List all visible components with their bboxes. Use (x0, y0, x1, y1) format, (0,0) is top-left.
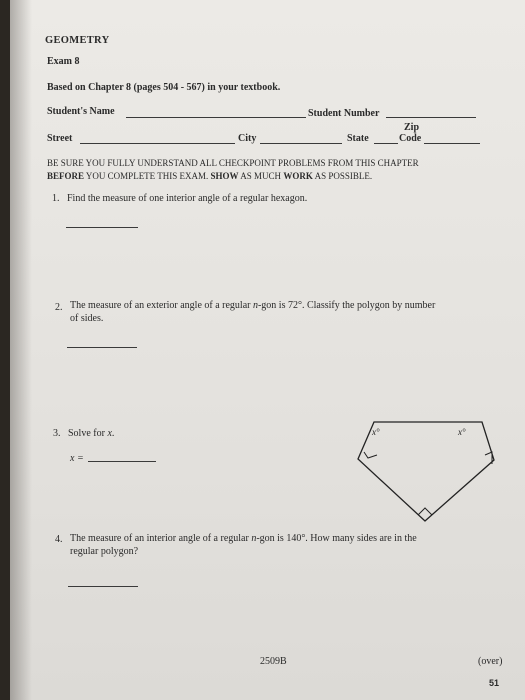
student-name-label: Student's Name (47, 106, 115, 117)
question-1-number: 1. (52, 193, 60, 204)
angle-label-right: x° (458, 427, 466, 437)
street-field[interactable] (80, 143, 235, 144)
right-angle-left (364, 452, 377, 458)
question-3-number: 3. (53, 428, 61, 439)
question-2-number: 2. (55, 302, 63, 313)
student-number-field[interactable] (386, 117, 476, 118)
instructions-line1: BE SURE YOU FULLY UNDERSTAND ALL CHECKPOINT PROBLEMS FROM THIS CHAPTER (47, 158, 419, 168)
city-label: City (238, 133, 257, 144)
question-4-answer-line[interactable] (68, 586, 138, 587)
street-label: Street (47, 133, 73, 144)
question-1-text: Find the measure of one interior angle of a regular hexagon. (67, 193, 308, 204)
student-name-field[interactable] (126, 117, 306, 118)
page-number: 51 (489, 678, 500, 688)
instructions-complete: YOU COMPLETE THIS EXAM. (84, 171, 211, 181)
zip-code-field[interactable] (424, 143, 480, 144)
instructions-before: BEFORE (47, 171, 85, 181)
instructions-line2 (47, 170, 372, 182)
question-1-answer-line[interactable] (66, 227, 138, 228)
footer-over: (over) (478, 656, 503, 667)
question-3-answer-line[interactable] (88, 461, 156, 462)
right-angle-bottom (418, 508, 432, 515)
question-2-text-line2: of sides. (70, 313, 104, 324)
question-4-number: 4. (55, 534, 63, 545)
zip-code-label: Code (399, 133, 422, 144)
student-number-label: Student Number (308, 108, 380, 119)
instructions-as-possible: AS POSSIBLE. (312, 171, 373, 181)
state-field[interactable] (374, 143, 398, 144)
zip-label: Zip (404, 122, 420, 133)
question-2-answer-line[interactable] (67, 347, 137, 348)
question-3-text: Solve for x. (68, 428, 115, 439)
subject-title: GEOMETRY (45, 35, 110, 46)
question-4-text: The measure of an interior angle of a regular n-gon is 140°. How many sides are in the (70, 533, 417, 544)
question-2-text: The measure of an exterior angle of a regular n-gon is 72°. Classify the polygon by number (70, 300, 436, 311)
footer-code: 2509B (260, 656, 287, 667)
chapter-note: Based on Chapter 8 (pages 504 - 567) in your textbook. (47, 82, 281, 93)
instructions-work: WORK (283, 171, 313, 181)
instructions-as-much: AS MUCH (238, 171, 284, 181)
question-3-answer-label: x = (70, 453, 84, 464)
pentagon-figure (346, 410, 506, 535)
exam-title: Exam 8 (47, 56, 80, 67)
city-field[interactable] (260, 143, 342, 144)
page-shadow (10, 0, 32, 700)
instructions-show: SHOW (210, 171, 239, 181)
state-label: State (347, 133, 369, 144)
question-4-text-line2: regular polygon? (70, 546, 139, 557)
angle-label-left: x° (372, 427, 380, 437)
exam-page (10, 0, 525, 700)
